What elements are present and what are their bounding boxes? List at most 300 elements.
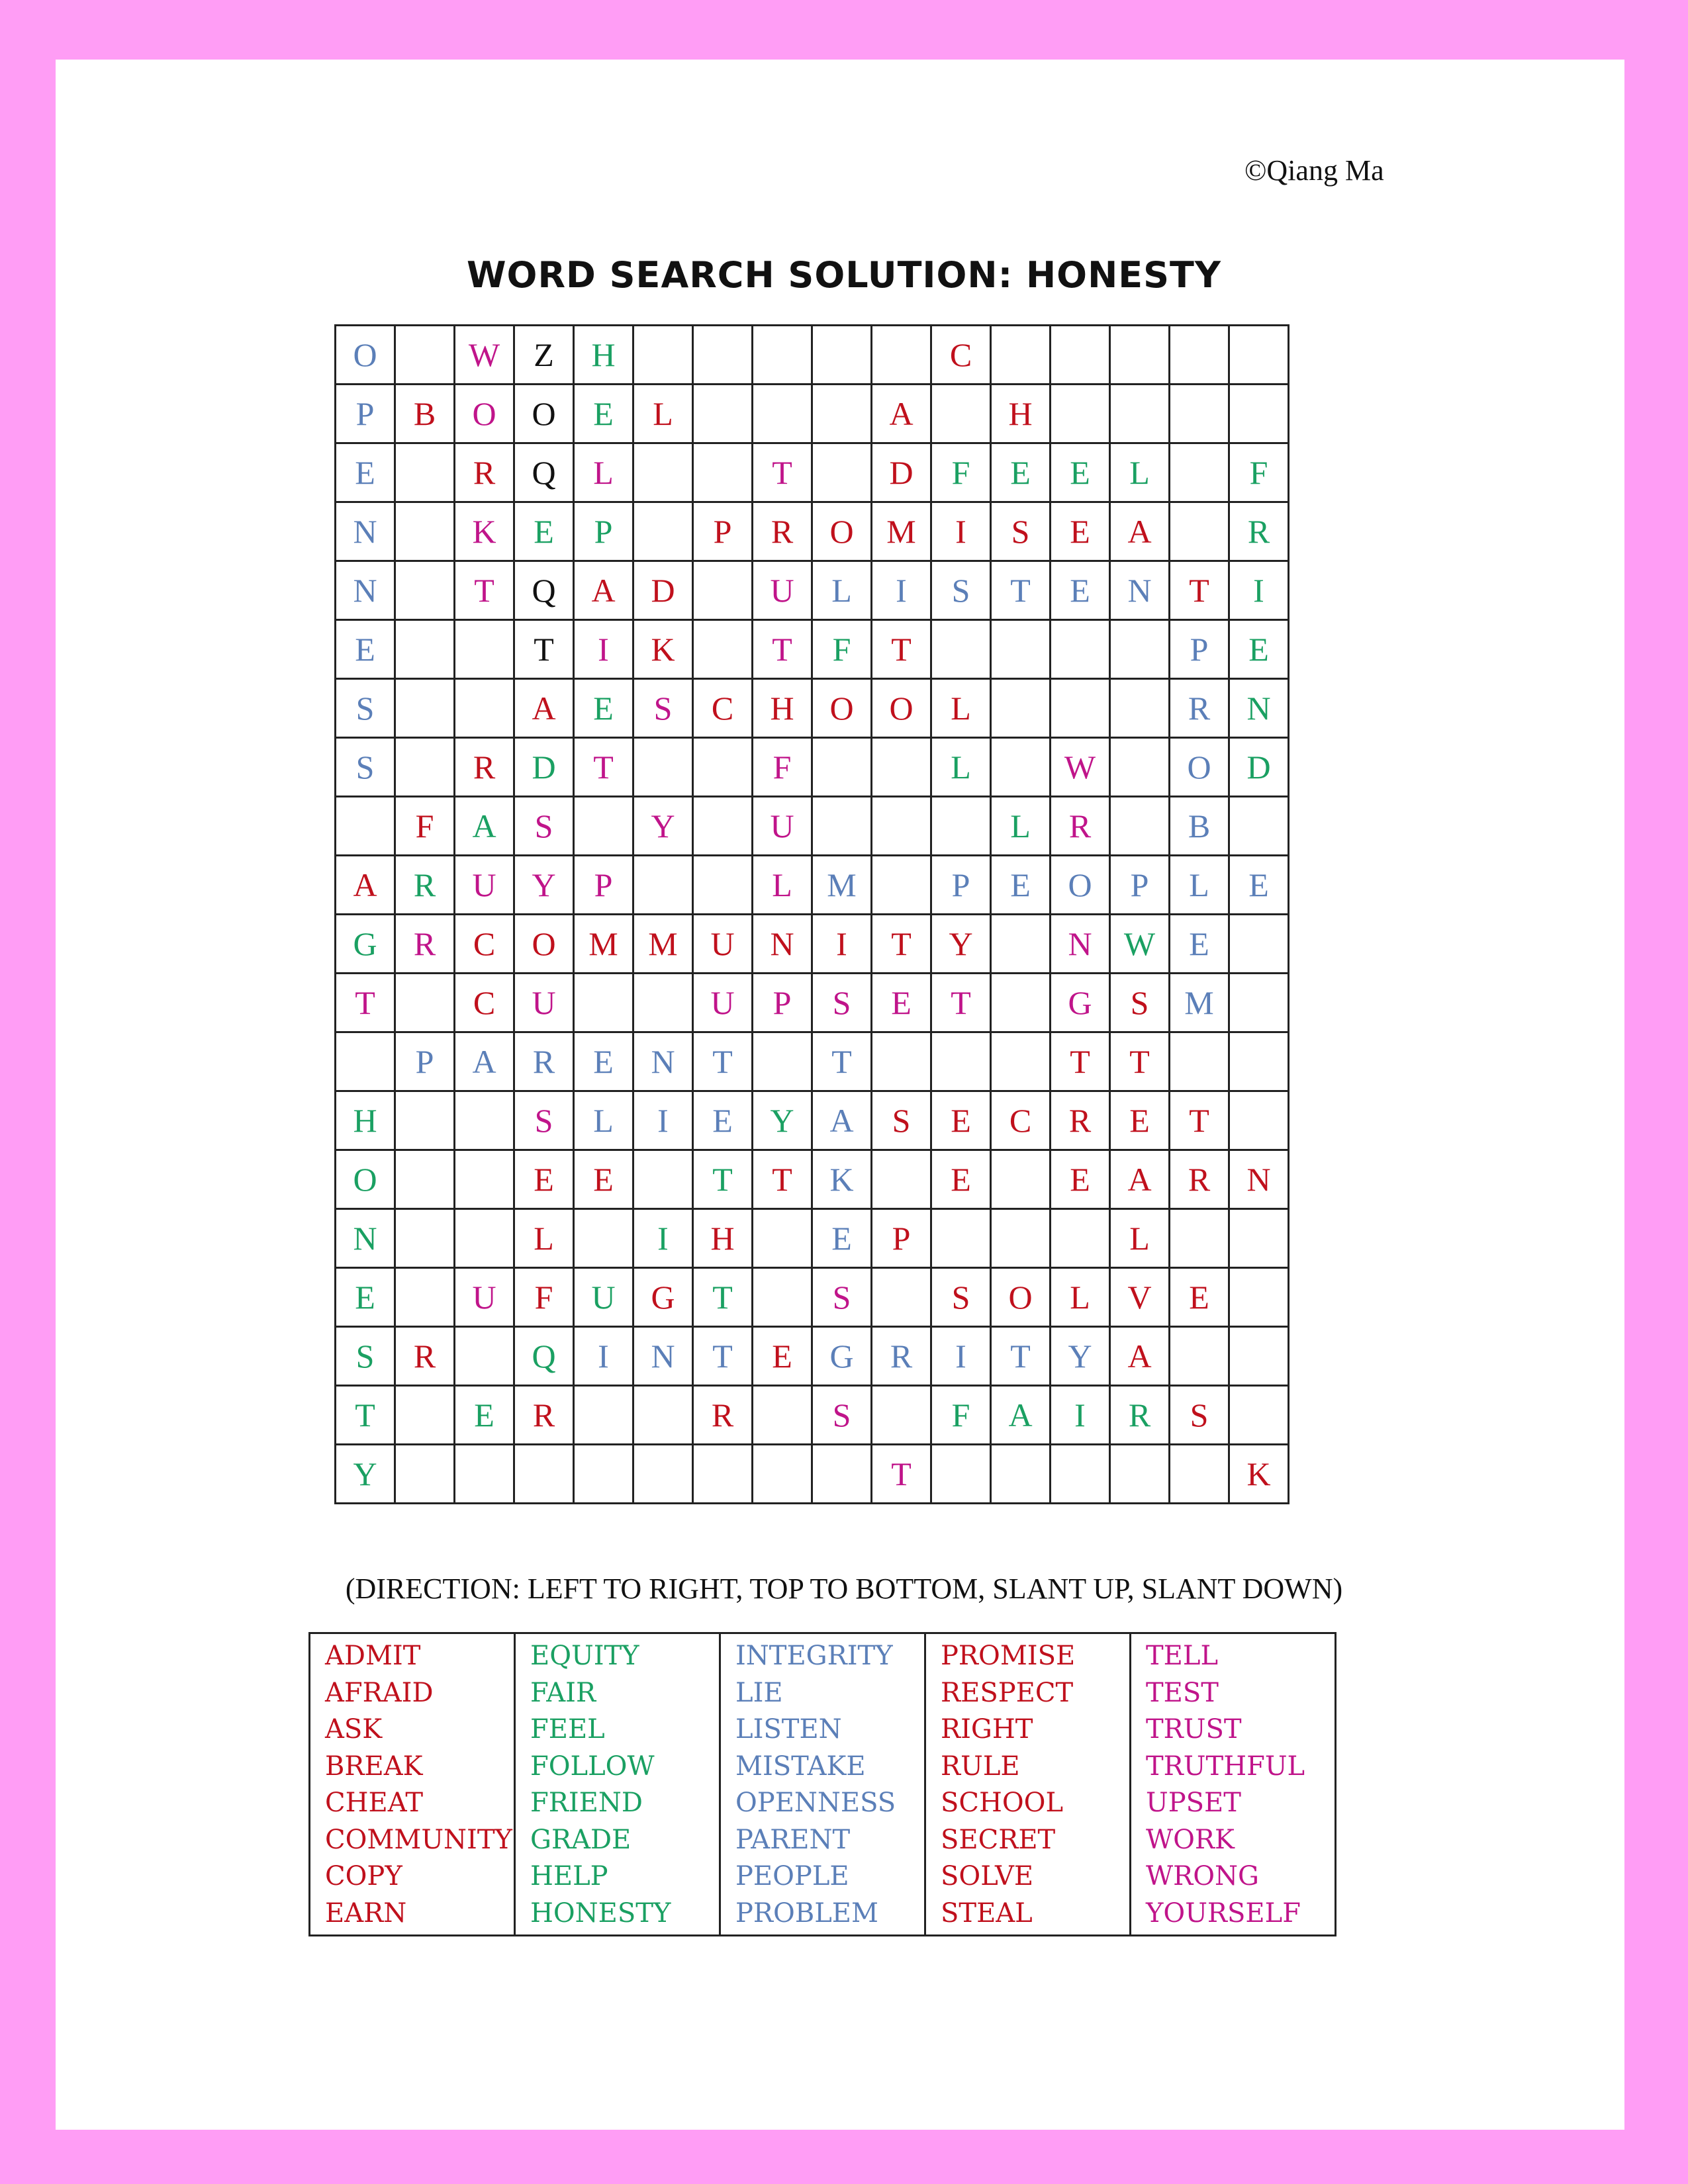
grid-cell: S bbox=[812, 1268, 872, 1327]
grid-cell: T bbox=[991, 1327, 1051, 1386]
grid-cell bbox=[633, 1445, 693, 1504]
grid-cell bbox=[812, 443, 872, 502]
grid-cell: O bbox=[336, 1150, 395, 1209]
grid-cell: C bbox=[991, 1091, 1051, 1150]
grid-cell: Y bbox=[753, 1091, 812, 1150]
grid-cell bbox=[812, 738, 872, 797]
grid-row bbox=[336, 385, 1289, 443]
grid-cell: O bbox=[514, 385, 574, 443]
grid-cell: K bbox=[633, 620, 693, 679]
grid-cell: R bbox=[395, 856, 455, 915]
grid-cell bbox=[395, 1150, 455, 1209]
grid-cell: G bbox=[336, 915, 395, 974]
grid-cell bbox=[1170, 502, 1229, 561]
copyright-notice: ©Qiang Ma bbox=[1244, 154, 1384, 187]
grid-cell bbox=[455, 1150, 514, 1209]
grid-cell: C bbox=[931, 326, 991, 385]
grid-cell: E bbox=[693, 1091, 753, 1150]
grid-cell bbox=[812, 797, 872, 856]
word-bank-word: EQUITY bbox=[530, 1641, 639, 1671]
word-bank-word: AFRAID bbox=[325, 1677, 434, 1708]
grid-cell: T bbox=[1170, 1091, 1229, 1150]
grid-cell bbox=[931, 797, 991, 856]
word-bank-word: LIE bbox=[735, 1677, 783, 1708]
word-bank-word: RESPECT bbox=[941, 1677, 1074, 1708]
grid-cell: O bbox=[336, 326, 395, 385]
word-bank-column bbox=[720, 1633, 925, 1936]
word-bank-word: PARENT bbox=[735, 1824, 851, 1855]
grid-cell bbox=[991, 1209, 1051, 1268]
grid-cell bbox=[991, 679, 1051, 738]
grid-cell: P bbox=[931, 856, 991, 915]
grid-cell: K bbox=[455, 502, 514, 561]
grid-cell: S bbox=[931, 1268, 991, 1327]
grid-cell bbox=[455, 1209, 514, 1268]
grid-row bbox=[336, 915, 1289, 974]
grid-cell: R bbox=[395, 915, 455, 974]
grid-cell: E bbox=[455, 1386, 514, 1445]
grid-cell bbox=[395, 1445, 455, 1504]
grid-cell: T bbox=[1110, 1032, 1170, 1091]
word-bank-column bbox=[925, 1633, 1131, 1936]
grid-cell: E bbox=[514, 502, 574, 561]
grid-cell bbox=[1170, 1327, 1229, 1386]
word-bank-column bbox=[310, 1633, 515, 1936]
grid-cell bbox=[395, 443, 455, 502]
grid-cell bbox=[812, 1445, 872, 1504]
grid-cell: Q bbox=[514, 443, 574, 502]
grid-cell: N bbox=[336, 1209, 395, 1268]
grid-cell: R bbox=[753, 502, 812, 561]
word-bank-word: RIGHT bbox=[941, 1714, 1033, 1745]
grid-cell bbox=[872, 797, 931, 856]
grid-row bbox=[336, 1445, 1289, 1504]
grid-cell bbox=[1170, 385, 1229, 443]
grid-cell: F bbox=[514, 1268, 574, 1327]
grid-cell: I bbox=[574, 1327, 633, 1386]
grid-cell bbox=[991, 620, 1051, 679]
grid-cell: Y bbox=[514, 856, 574, 915]
grid-cell: N bbox=[633, 1032, 693, 1091]
grid-cell: O bbox=[514, 915, 574, 974]
word-bank-word: FEEL bbox=[530, 1714, 605, 1745]
grid-cell: O bbox=[872, 679, 931, 738]
grid-cell: R bbox=[1170, 679, 1229, 738]
word-bank-word: PROMISE bbox=[941, 1641, 1076, 1671]
grid-cell bbox=[872, 1032, 931, 1091]
grid-cell bbox=[753, 326, 812, 385]
grid-cell: T bbox=[574, 738, 633, 797]
grid-cell: N bbox=[336, 561, 395, 620]
grid-row bbox=[336, 1327, 1289, 1386]
grid-cell bbox=[395, 502, 455, 561]
grid-cell bbox=[1110, 679, 1170, 738]
grid-cell: I bbox=[931, 1327, 991, 1386]
grid-cell: C bbox=[455, 974, 514, 1032]
grid-cell: P bbox=[1170, 620, 1229, 679]
grid-cell: T bbox=[693, 1268, 753, 1327]
grid-cell: I bbox=[931, 502, 991, 561]
grid-cell: I bbox=[1229, 561, 1289, 620]
grid-cell: Y bbox=[336, 1445, 395, 1504]
word-bank-word: COPY bbox=[325, 1861, 402, 1891]
word-bank-column bbox=[1131, 1633, 1336, 1936]
grid-cell: S bbox=[633, 679, 693, 738]
grid-cell bbox=[455, 1327, 514, 1386]
word-bank-word: FAIR bbox=[530, 1677, 596, 1708]
word-bank-word: PROBLEM bbox=[735, 1897, 878, 1929]
grid-cell bbox=[1229, 974, 1289, 1032]
grid-cell: E bbox=[336, 620, 395, 679]
grid-cell: E bbox=[574, 1032, 633, 1091]
grid-cell: Q bbox=[514, 1327, 574, 1386]
word-bank-word: INTEGRITY bbox=[735, 1641, 893, 1671]
grid-cell: A bbox=[336, 856, 395, 915]
grid-cell: U bbox=[693, 915, 753, 974]
grid-cell bbox=[1110, 738, 1170, 797]
grid-cell bbox=[693, 738, 753, 797]
grid-cell: D bbox=[514, 738, 574, 797]
grid-cell: E bbox=[1110, 1091, 1170, 1150]
grid-cell: R bbox=[514, 1386, 574, 1445]
grid-cell: E bbox=[574, 1150, 633, 1209]
grid-cell: E bbox=[514, 1150, 574, 1209]
grid-cell: A bbox=[514, 679, 574, 738]
grid-cell: M bbox=[872, 502, 931, 561]
grid-cell: O bbox=[991, 1268, 1051, 1327]
grid-cell: S bbox=[1170, 1386, 1229, 1445]
grid-cell: E bbox=[1229, 856, 1289, 915]
grid-cell: I bbox=[574, 620, 633, 679]
grid-cell: T bbox=[693, 1150, 753, 1209]
grid-cell: S bbox=[336, 1327, 395, 1386]
page-title: WORD SEARCH SOLUTION: HONESTY bbox=[466, 254, 1221, 296]
grid-cell bbox=[1229, 1327, 1289, 1386]
word-bank-word: HELP bbox=[530, 1861, 608, 1891]
grid-cell bbox=[991, 1032, 1051, 1091]
grid-cell: R bbox=[872, 1327, 931, 1386]
grid-cell bbox=[633, 326, 693, 385]
grid-cell: A bbox=[455, 797, 514, 856]
grid-cell: P bbox=[336, 385, 395, 443]
grid-cell bbox=[991, 915, 1051, 974]
grid-cell: I bbox=[812, 915, 872, 974]
grid-cell: T bbox=[872, 620, 931, 679]
grid-cell: L bbox=[1110, 443, 1170, 502]
grid-cell bbox=[753, 1268, 812, 1327]
word-bank-word: WRONG bbox=[1146, 1861, 1259, 1891]
grid-cell: E bbox=[753, 1327, 812, 1386]
grid-cell: S bbox=[812, 1386, 872, 1445]
word-bank-column bbox=[515, 1633, 720, 1936]
grid-cell bbox=[693, 620, 753, 679]
grid-cell bbox=[931, 620, 991, 679]
grid-cell: E bbox=[931, 1150, 991, 1209]
grid-row bbox=[336, 738, 1289, 797]
grid-cell bbox=[633, 738, 693, 797]
grid-cell: E bbox=[1051, 561, 1110, 620]
grid-cell: O bbox=[812, 679, 872, 738]
grid-cell bbox=[872, 1268, 931, 1327]
grid-cell bbox=[1051, 679, 1110, 738]
grid-cell: L bbox=[633, 385, 693, 443]
grid-cell: A bbox=[1110, 1150, 1170, 1209]
grid-cell: E bbox=[1051, 443, 1110, 502]
grid-row bbox=[336, 1209, 1289, 1268]
word-bank-word: UPSET bbox=[1146, 1788, 1241, 1818]
grid-cell bbox=[931, 1445, 991, 1504]
grid-cell: S bbox=[991, 502, 1051, 561]
grid-cell: F bbox=[931, 443, 991, 502]
grid-cell bbox=[1170, 443, 1229, 502]
grid-cell: L bbox=[514, 1209, 574, 1268]
word-search-grid bbox=[334, 324, 1289, 1504]
grid-cell bbox=[1229, 1386, 1289, 1445]
grid-cell: T bbox=[514, 620, 574, 679]
direction-note: (DIRECTION: LEFT TO RIGHT, TOP TO BOTTOM, SLANT UP, SLANT DOWN) bbox=[345, 1572, 1343, 1605]
grid-cell: R bbox=[693, 1386, 753, 1445]
grid-cell bbox=[931, 385, 991, 443]
grid-cell bbox=[1110, 385, 1170, 443]
grid-cell bbox=[872, 738, 931, 797]
word-bank-word: EARN bbox=[325, 1897, 407, 1929]
grid-cell: T bbox=[693, 1327, 753, 1386]
grid-cell: O bbox=[455, 385, 514, 443]
grid-cell bbox=[1229, 385, 1289, 443]
grid-cell bbox=[1229, 915, 1289, 974]
word-bank-word: WORK bbox=[1146, 1824, 1235, 1855]
grid-cell bbox=[991, 1445, 1051, 1504]
grid-cell: F bbox=[931, 1386, 991, 1445]
grid-cell: T bbox=[336, 1386, 395, 1445]
grid-cell: B bbox=[1170, 797, 1229, 856]
grid-cell: K bbox=[1229, 1445, 1289, 1504]
grid-cell: A bbox=[1110, 502, 1170, 561]
grid-cell: T bbox=[455, 561, 514, 620]
grid-cell: L bbox=[1170, 856, 1229, 915]
grid-cell bbox=[395, 1091, 455, 1150]
grid-cell bbox=[574, 1386, 633, 1445]
grid-cell bbox=[931, 1209, 991, 1268]
grid-cell: M bbox=[812, 856, 872, 915]
grid-cell: T bbox=[872, 915, 931, 974]
grid-cell bbox=[872, 1386, 931, 1445]
grid-cell: A bbox=[872, 385, 931, 443]
word-bank-word: PEOPLE bbox=[735, 1861, 849, 1891]
grid-cell: N bbox=[336, 502, 395, 561]
grid-row bbox=[336, 974, 1289, 1032]
grid-cell: L bbox=[931, 679, 991, 738]
word-bank-word: HONESTY bbox=[530, 1897, 671, 1929]
grid-cell: S bbox=[336, 738, 395, 797]
grid-cell bbox=[991, 974, 1051, 1032]
grid-cell: E bbox=[574, 385, 633, 443]
grid-cell bbox=[991, 1150, 1051, 1209]
grid-cell bbox=[633, 1386, 693, 1445]
grid-cell bbox=[455, 620, 514, 679]
word-bank-word: BREAK bbox=[325, 1751, 423, 1782]
grid-cell: Q bbox=[514, 561, 574, 620]
grid-row bbox=[336, 856, 1289, 915]
grid-cell bbox=[1051, 620, 1110, 679]
grid-cell: E bbox=[336, 1268, 395, 1327]
grid-cell: R bbox=[455, 738, 514, 797]
grid-cell bbox=[753, 385, 812, 443]
grid-cell bbox=[753, 1032, 812, 1091]
grid-cell: T bbox=[1170, 561, 1229, 620]
word-bank-word: GRADE bbox=[530, 1824, 632, 1855]
grid-cell bbox=[753, 1386, 812, 1445]
grid-row bbox=[336, 1386, 1289, 1445]
grid-cell: O bbox=[812, 502, 872, 561]
grid-cell: R bbox=[455, 443, 514, 502]
grid-cell: T bbox=[693, 1032, 753, 1091]
grid-cell bbox=[1229, 1091, 1289, 1150]
grid-cell: S bbox=[336, 679, 395, 738]
grid-cell: I bbox=[633, 1209, 693, 1268]
grid-cell: C bbox=[693, 679, 753, 738]
grid-cell: U bbox=[455, 1268, 514, 1327]
grid-cell: S bbox=[514, 797, 574, 856]
word-bank-word: CHEAT bbox=[325, 1788, 424, 1818]
grid-cell: R bbox=[1051, 797, 1110, 856]
grid-cell: Y bbox=[1051, 1327, 1110, 1386]
grid-cell bbox=[1110, 1445, 1170, 1504]
grid-cell bbox=[336, 1032, 395, 1091]
word-bank-word: TELL bbox=[1146, 1641, 1219, 1671]
word-bank-word: ASK bbox=[325, 1714, 383, 1745]
grid-cell: K bbox=[812, 1150, 872, 1209]
grid-cell: R bbox=[1229, 502, 1289, 561]
grid-cell: M bbox=[1170, 974, 1229, 1032]
grid-cell bbox=[693, 326, 753, 385]
word-bank bbox=[308, 1632, 1336, 1936]
grid-cell: H bbox=[753, 679, 812, 738]
grid-cell bbox=[1051, 385, 1110, 443]
grid-cell: D bbox=[633, 561, 693, 620]
grid-cell bbox=[455, 1445, 514, 1504]
grid-cell bbox=[991, 326, 1051, 385]
grid-cell: U bbox=[753, 797, 812, 856]
grid-cell: F bbox=[753, 738, 812, 797]
grid-cell bbox=[812, 385, 872, 443]
grid-cell: N bbox=[1229, 679, 1289, 738]
word-bank-word: SCHOOL bbox=[941, 1788, 1064, 1818]
grid-cell bbox=[1229, 797, 1289, 856]
grid-cell bbox=[514, 1445, 574, 1504]
grid-cell: E bbox=[336, 443, 395, 502]
grid-cell bbox=[633, 443, 693, 502]
grid-cell: V bbox=[1110, 1268, 1170, 1327]
grid-cell: D bbox=[872, 443, 931, 502]
grid-cell bbox=[574, 1209, 633, 1268]
grid-cell bbox=[1051, 1445, 1110, 1504]
grid-cell: O bbox=[1170, 738, 1229, 797]
grid-cell: U bbox=[455, 856, 514, 915]
grid-cell: E bbox=[1170, 1268, 1229, 1327]
grid-cell bbox=[395, 679, 455, 738]
grid-cell: P bbox=[395, 1032, 455, 1091]
grid-cell: R bbox=[514, 1032, 574, 1091]
grid-cell: N bbox=[1110, 561, 1170, 620]
grid-cell: W bbox=[1051, 738, 1110, 797]
grid-cell bbox=[1170, 1209, 1229, 1268]
grid-cell bbox=[693, 443, 753, 502]
grid-cell: F bbox=[1229, 443, 1289, 502]
grid-cell: H bbox=[693, 1209, 753, 1268]
grid-cell bbox=[395, 561, 455, 620]
grid-cell: I bbox=[633, 1091, 693, 1150]
grid-cell: T bbox=[336, 974, 395, 1032]
grid-cell: T bbox=[991, 561, 1051, 620]
grid-cell: E bbox=[872, 974, 931, 1032]
grid-cell: S bbox=[931, 561, 991, 620]
grid-cell: P bbox=[1110, 856, 1170, 915]
grid-cell bbox=[1229, 1209, 1289, 1268]
grid-cell bbox=[872, 856, 931, 915]
grid-cell: L bbox=[931, 738, 991, 797]
grid-cell bbox=[693, 561, 753, 620]
grid-cell: U bbox=[574, 1268, 633, 1327]
grid-cell: S bbox=[812, 974, 872, 1032]
grid-cell bbox=[633, 856, 693, 915]
grid-cell: E bbox=[991, 443, 1051, 502]
grid-cell bbox=[931, 1032, 991, 1091]
grid-cell: R bbox=[1110, 1386, 1170, 1445]
grid-cell: A bbox=[1110, 1327, 1170, 1386]
grid-cell bbox=[693, 856, 753, 915]
grid-cell: E bbox=[991, 856, 1051, 915]
grid-cell: N bbox=[1229, 1150, 1289, 1209]
grid-cell: I bbox=[1051, 1386, 1110, 1445]
grid-cell: E bbox=[574, 679, 633, 738]
grid-cell bbox=[574, 1445, 633, 1504]
grid-cell bbox=[455, 679, 514, 738]
grid-cell: T bbox=[872, 1445, 931, 1504]
grid-cell: T bbox=[753, 620, 812, 679]
grid-cell: E bbox=[931, 1091, 991, 1150]
grid-cell bbox=[574, 797, 633, 856]
grid-cell: A bbox=[991, 1386, 1051, 1445]
grid-cell: W bbox=[455, 326, 514, 385]
grid-cell: G bbox=[1051, 974, 1110, 1032]
grid-cell: Y bbox=[931, 915, 991, 974]
grid-cell bbox=[1110, 326, 1170, 385]
grid-cell bbox=[395, 1209, 455, 1268]
grid-cell: D bbox=[1229, 738, 1289, 797]
grid-cell: E bbox=[812, 1209, 872, 1268]
grid-row bbox=[336, 797, 1289, 856]
grid-cell bbox=[872, 1150, 931, 1209]
grid-cell: T bbox=[753, 443, 812, 502]
grid-cell bbox=[1051, 326, 1110, 385]
grid-cell: G bbox=[812, 1327, 872, 1386]
grid-cell bbox=[753, 1445, 812, 1504]
grid-cell bbox=[872, 326, 931, 385]
grid-cell: E bbox=[1170, 915, 1229, 974]
word-bank-word: TRUTHFUL bbox=[1146, 1751, 1305, 1782]
word-bank-word: FOLLOW bbox=[530, 1751, 655, 1782]
word-bank-word: ADMIT bbox=[325, 1641, 421, 1671]
grid-cell: F bbox=[812, 620, 872, 679]
grid-cell: R bbox=[395, 1327, 455, 1386]
grid-cell: O bbox=[1051, 856, 1110, 915]
grid-cell: P bbox=[574, 856, 633, 915]
grid-cell bbox=[1110, 797, 1170, 856]
grid-row bbox=[336, 561, 1289, 620]
grid-cell: L bbox=[1051, 1268, 1110, 1327]
grid-cell bbox=[812, 326, 872, 385]
